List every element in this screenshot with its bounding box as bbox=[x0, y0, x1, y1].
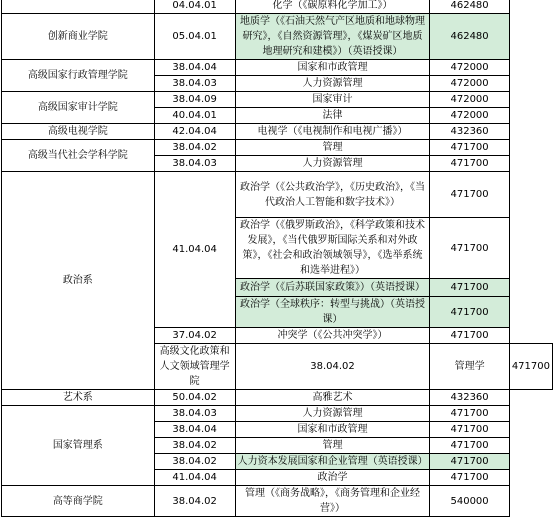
department-cell: 高级国家审计学院 bbox=[2, 92, 155, 124]
tuition-fee-cell: 462480 bbox=[430, 0, 509, 14]
tuition-fee-cell: 432360 bbox=[430, 124, 509, 140]
table-row bbox=[2, 0, 553, 14]
program-name-cell: 化学（《碳原料化学加工》） bbox=[235, 0, 430, 14]
program-name-cell: 管理 bbox=[235, 438, 430, 454]
table-row bbox=[2, 390, 553, 406]
tuition-fee-cell: 471700 bbox=[430, 406, 509, 422]
department-cell: 政治系 bbox=[2, 172, 155, 390]
tuition-fee-cell: 471700 bbox=[430, 156, 509, 172]
program-code-cell: 41.04.04 bbox=[154, 172, 235, 328]
department-cell: 艺术系 bbox=[2, 390, 155, 406]
table-row bbox=[2, 140, 553, 156]
program-name-cell: 电视学（《电视制作和电视广播》） bbox=[235, 124, 430, 140]
program-code-cell: 38.04.02 bbox=[235, 344, 430, 390]
department-cell: 高级电视学院 bbox=[2, 124, 155, 140]
program-name-cell: 法律 bbox=[235, 108, 430, 124]
program-name-cell: 政治学（全球秩序：转型与挑战）（英语授课） bbox=[235, 297, 430, 328]
program-code-cell: 37.04.02 bbox=[154, 328, 235, 344]
tuition-table bbox=[1, 0, 553, 517]
tuition-fee-cell: 432360 bbox=[430, 390, 509, 406]
tuition-fee-cell: 471700 bbox=[509, 344, 552, 390]
program-code-cell: 38.04.02 bbox=[154, 438, 235, 454]
program-name-cell: 政治学（《公共政治学》，《历史政治》，《当代政治人工智能和数字技术》） bbox=[235, 172, 430, 218]
program-code-cell: 41.04.04 bbox=[154, 470, 235, 486]
program-name-cell: 人力资源管理 bbox=[235, 76, 430, 92]
program-code-cell: 05.04.01 bbox=[154, 14, 235, 60]
table-row bbox=[2, 406, 553, 422]
department-cell bbox=[2, 0, 155, 14]
program-code-cell: 38.04.02 bbox=[154, 454, 235, 470]
table-row bbox=[2, 92, 553, 108]
tuition-fee-cell: 472000 bbox=[430, 60, 509, 76]
tuition-fee-cell: 462480 bbox=[430, 14, 509, 60]
tuition-fee-cell: 471700 bbox=[430, 328, 509, 344]
tuition-fee-cell: 471700 bbox=[430, 172, 509, 218]
department-cell: 高级国家行政管理学院 bbox=[2, 60, 155, 92]
program-name-cell: 国家和市政管理 bbox=[235, 422, 430, 438]
tuition-fee-cell: 471700 bbox=[430, 438, 509, 454]
program-code-cell: 38.04.03 bbox=[154, 406, 235, 422]
program-name-cell: 国家和市政管理 bbox=[235, 60, 430, 76]
program-name-cell: 管理（《商务战略》，《商务管理和企业经营》） bbox=[235, 486, 430, 517]
table-row bbox=[2, 172, 553, 218]
program-code-cell: 38.04.03 bbox=[154, 156, 235, 172]
program-code-cell: 38.04.02 bbox=[154, 486, 235, 517]
program-code-cell: 42.04.04 bbox=[154, 124, 235, 140]
department-cell: 国家管理系 bbox=[2, 406, 155, 486]
tuition-fee-cell: 472000 bbox=[430, 92, 509, 108]
program-name-cell: 政治学（《后苏联国家政策》）（英语授课） bbox=[235, 279, 430, 297]
tuition-fee-cell: 471700 bbox=[430, 470, 509, 486]
table-row bbox=[2, 60, 553, 76]
program-code-cell: 40.04.01 bbox=[154, 108, 235, 124]
tuition-fee-cell: 471700 bbox=[430, 422, 509, 438]
tuition-fee-cell: 471700 bbox=[430, 454, 509, 470]
program-code-cell: 38.04.04 bbox=[154, 60, 235, 76]
program-name-cell: 地质学（《石油天然气产区地质和地球物理研究》，《自然资源管理》，《煤炭矿区地质地理研究和建模》）（英语授课） bbox=[235, 14, 430, 60]
department-cell: 创新商业学院 bbox=[2, 14, 155, 60]
department-cell: 高级当代社会学科学院 bbox=[2, 140, 155, 172]
program-code-cell: 38.04.02 bbox=[154, 140, 235, 156]
program-name-cell: 人力资源管理 bbox=[235, 156, 430, 172]
department-cell: 高等商学院 bbox=[2, 486, 155, 517]
program-code-cell: 50.04.02 bbox=[154, 390, 235, 406]
table-row bbox=[2, 486, 553, 517]
program-name-cell: 管理学 bbox=[430, 344, 509, 390]
table-row bbox=[2, 14, 553, 60]
program-name-cell: 政治学 bbox=[235, 470, 430, 486]
program-name-cell: 高雅艺术 bbox=[235, 390, 430, 406]
tuition-fee-cell: 540000 bbox=[430, 486, 509, 517]
program-name-cell: 国家审计 bbox=[235, 92, 430, 108]
tuition-fee-cell: 471700 bbox=[430, 218, 509, 279]
tuition-fee-cell: 471700 bbox=[430, 140, 509, 156]
tuition-fee-cell: 472000 bbox=[430, 108, 509, 124]
program-code-cell: 38.04.09 bbox=[154, 92, 235, 108]
program-code-cell: 38.04.03 bbox=[154, 76, 235, 92]
program-code-cell: 38.04.04 bbox=[154, 422, 235, 438]
tuition-fee-cell: 471700 bbox=[430, 279, 509, 297]
program-name-cell: 冲突学（《公共冲突学》） bbox=[235, 328, 430, 344]
program-name-cell: 管理 bbox=[235, 140, 430, 156]
program-name-cell: 政治学（《俄罗斯政治》，《科学政策和技术发展》，《当代俄罗斯国际关系和对外政策》，《社会和政治领域领导》，《选举系统和选举进程》） bbox=[235, 218, 430, 279]
program-code-cell: 04.04.01 bbox=[154, 0, 235, 14]
program-name-cell: 人力资本发展国家和企业管理（英语授课） bbox=[235, 454, 430, 470]
tuition-fee-cell: 471700 bbox=[430, 297, 509, 328]
table-row bbox=[2, 124, 553, 140]
program-name-cell: 人力资源管理 bbox=[235, 406, 430, 422]
tuition-fee-cell: 472000 bbox=[430, 76, 509, 92]
department-cell: 高级文化政策和人文领域管理学院 bbox=[154, 344, 235, 390]
